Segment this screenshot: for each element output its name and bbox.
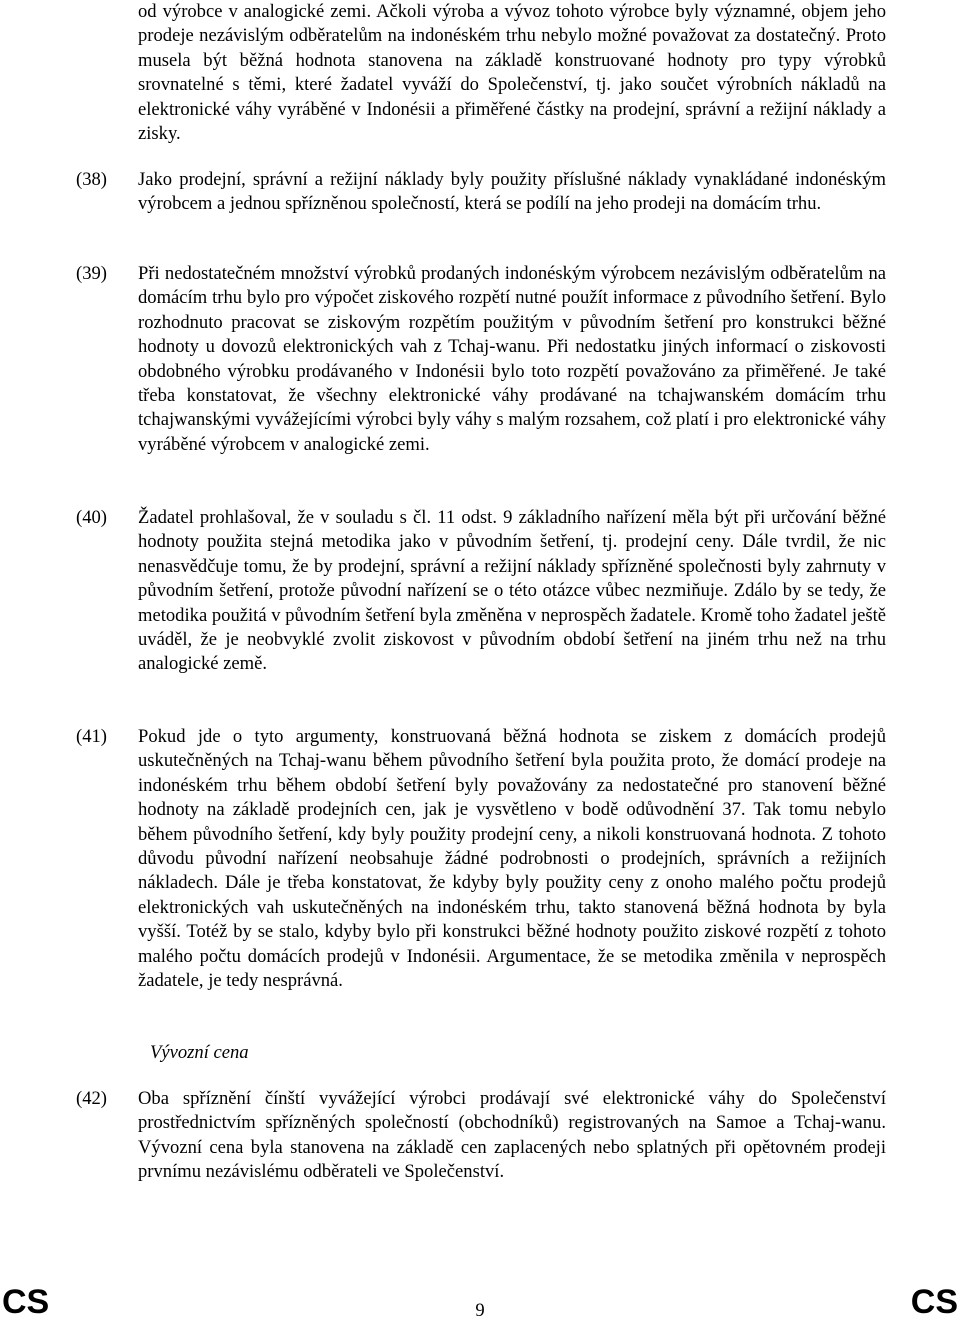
page-number: 9 (475, 1300, 485, 1321)
paragraph-number: (38) (76, 169, 107, 190)
footer-language-left: CS (2, 1283, 50, 1321)
paragraph-40 (76, 506, 886, 677)
paragraph-39 (76, 262, 886, 457)
paragraph-text: Pokud jde o tyto argumenty, konstruovaná běžná hodnota se ziskem z domácích prodejů uskutečněných na Tchaj-wanu během původního šetření byla použita proto, že domácí prodeje na indonéském trhu během období šetření byly považovány za nedostatečné pro stanovení běžné hodnoty na základě prodejních cen, jak je vysvětleno v bodě odůvodnění 37. Tak tomu nebylo během původního šetření, kdy byly použity prodejní ceny, a nikoli konstruovaná hodnota. Z tohoto důvodu původní nařízení neobsahuje žádné podrobnosti o prodejních, správních a režijních nákladech. Dále je třeba konstatovat, že kdyby byly použity ceny z onoho malého počtu prodejů elektronických vah uskutečněných na indonéském trhu, takto stanovená běžná hodnota by byla vyšší. Totéž by se stalo, kdyby bylo při konstrukci běžné hodnoty použito ziskové rozpětí z tohoto malého počtu domácích prodejů v Indonésii. Argumentace, že se metodika změnila v neprospěch žadatele, je tedy nesprávná. (138, 726, 886, 992)
paragraph-38 (76, 168, 886, 217)
paragraph-number: (39) (76, 263, 107, 284)
paragraph-text: Při nedostatečném množství výrobků prodaných indonéským výrobcem nezávislým odběratelům na domácím trhu bylo pro výpočet ziskového rozpětí nutné použít informace z původního šetření. Bylo rozhodnuto pracovat se ziskovým rozpětím použitým v původním šetření pro konstrukci běžné hodnoty u dovozů elektronických vah z Tchaj-wanu. Při nedostatku jiných informací o ziskovosti obdobného výrobku prodávaného v Indonésii bylo toto rozpětí považováno za přiměřené. Je také třeba konstatovat, že všechny elektronické váhy prodávané na tchajwanském domácím trhu tchajwanskými vyvážejícími výrobci byly váhy s malým rozsahem, což platí i pro elektronické váhy vyráběné výrobcem v analogické zemi. (138, 263, 886, 455)
paragraph-number: (42) (76, 1088, 107, 1109)
continuation-paragraph: od výrobce v analogické zemi. Ačkoli výroba a vývoz tohoto výrobce byly významné, objem jeho prodeje nezávislým odběratelům na indonéském trhu nebylo možné považovat za dostatečný. Proto musela být běžná hodnota stanovena na základě konstruované hodnoty pro typy výrobků srovnatelné s těmi, které žadatel vyváží do Společenství, tj. jako součet výrobních nákladů na elektronické váhy vyráběné v Indonésii a přiměřené částky na prodejní, správní a režijní náklady a zisky. (138, 1, 886, 145)
paragraph-41 (76, 725, 886, 993)
paragraph-text: Žadatel prohlašoval, že v souladu s čl. 11 odst. 9 základního nařízení měla být při určování běžné hodnoty použita stejná metodika jako v původním šetření, tj. prodejní ceny. Dále tvrdil, že nic nenasvědčuje tomu, že by prodejní, správní a režijní náklady spřízněné společnosti byly zahrnuty v původním šetření, protože původní nařízení se o této otázce vůbec nezmiňuje. Zdálo by se tedy, že metodika použitá v původním šetření byla změněna v neprospěch žadatele. Kromě toho žadatel ještě uváděl, že je neobvyklé zvolit ziskovost v původním období šetření na jiném trhu než na trhu analogické země. (138, 507, 886, 675)
paragraph-text: Oba spříznění čínští vyvážející výrobci prodávají své elektronické váhy do Společenství prostřednictvím spřízněných společností (obchodníků) registrovaných na Samoe a Tchaj-wanu. Vývozní cena byla stanovena na základě cen zaplacených nebo splatných při opětovném prodeji prvnímu nezávislému odběrateli ve Společenství. (138, 1088, 886, 1183)
paragraph-number: (41) (76, 726, 107, 747)
section-heading: Vývozní cena (150, 1042, 249, 1063)
paragraph-text: Jako prodejní, správní a režijní náklady byly použity příslušné náklady vynakládané indonéským výrobcem a jednou spřízněnou společností, která se podílí na jeho prodeji na domácím trhu. (138, 169, 886, 215)
paragraph-42 (76, 1087, 886, 1185)
paragraph-number: (40) (76, 507, 107, 528)
footer-language-right: CS (910, 1283, 958, 1321)
